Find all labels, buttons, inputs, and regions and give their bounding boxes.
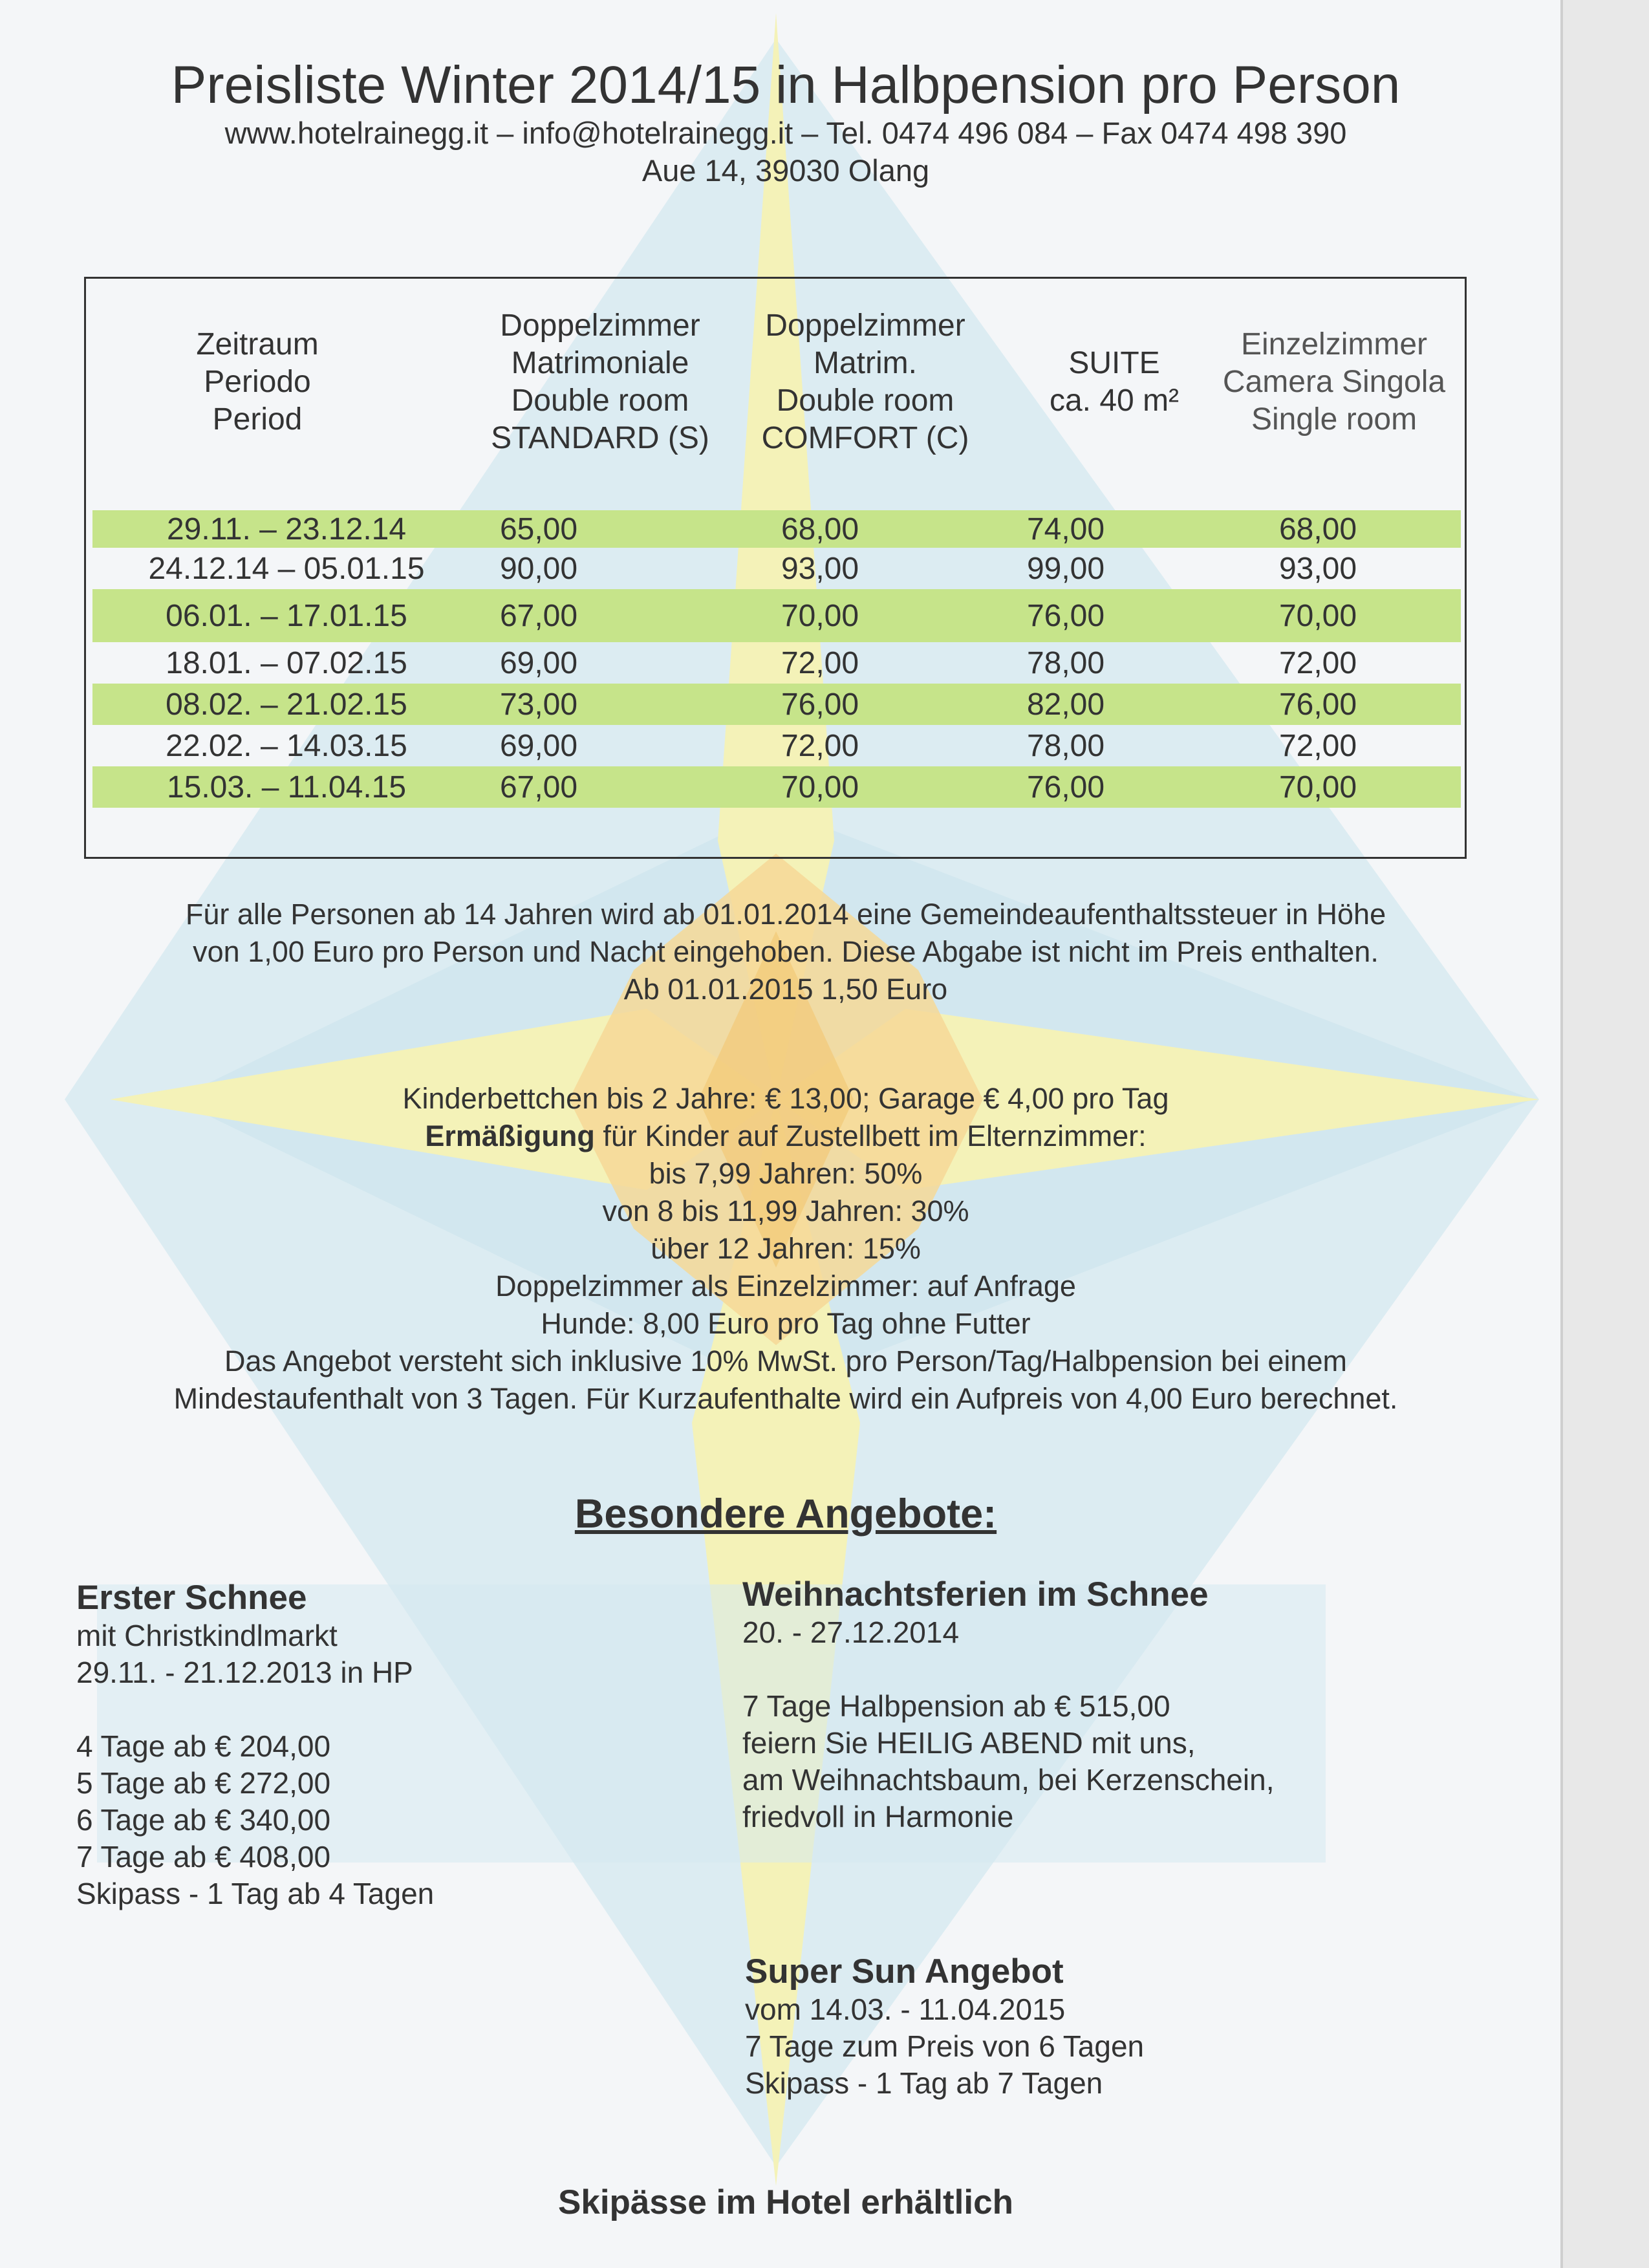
offer-line: 5 Tage ab € 272,00 (76, 1766, 331, 1800)
table-row (92, 589, 1461, 642)
table-row (92, 766, 1461, 808)
table-row (92, 725, 1461, 766)
offer-line: 7 Tage Halbpension ab € 515,00 (742, 1689, 1170, 1723)
cell-comfort: 70,00 (781, 770, 859, 805)
table-header (86, 308, 1465, 455)
cell-period: 24.12.14 – 05.01.15 (148, 551, 425, 586)
discount-line: Ermäßigung für Kinder auf Zustellbett im Elternzimmer: (425, 1119, 1147, 1152)
offer-lines (745, 1991, 1521, 2102)
offers-heading: Besondere Angebote: (574, 1491, 997, 1537)
offer-line: Skipass - 1 Tag ab 7 Tagen (745, 2066, 1103, 2100)
table-row (92, 684, 1461, 725)
extras-line: bis 7,99 Jahren: 50% (649, 1157, 923, 1190)
cell-suite: 78,00 (1026, 728, 1105, 763)
offer-erster-schnee (76, 1578, 723, 1912)
cell-standard: 65,00 (499, 512, 578, 546)
offer-title: Weihnachtsferien im Schnee (742, 1575, 1209, 1614)
cell-suite: 99,00 (1026, 551, 1105, 586)
offer-title: Super Sun Angebot (745, 1952, 1064, 1991)
offer-super-sun (745, 1952, 1521, 2102)
extras-line: Kinderbettchen bis 2 Jahre: € 13,00; Garage € 4,00 pro Tag (402, 1082, 1169, 1115)
cell-standard: 73,00 (499, 687, 578, 722)
offer-line (76, 1691, 723, 1728)
offer-line: vom 14.03. - 11.04.2015 (745, 1993, 1066, 2026)
cell-suite: 82,00 (1026, 687, 1105, 722)
header-comfort: Doppelzimmer Matrim. Double room COMFORT (C) (761, 308, 969, 455)
table-row (92, 510, 1461, 548)
extras-line: von 8 bis 11,99 Jahren: 30% (602, 1194, 969, 1227)
cell-standard: 69,00 (499, 728, 578, 763)
cell-single: 72,00 (1278, 728, 1357, 763)
offer-lines (742, 1614, 1518, 1835)
header-suite: SUITE ca. 40 m² (1049, 346, 1180, 418)
cell-single: 70,00 (1278, 598, 1357, 633)
offer-title: Erster Schnee (76, 1579, 307, 1617)
cell-standard: 67,00 (499, 770, 578, 805)
cell-standard: 67,00 (499, 598, 578, 633)
cell-single: 70,00 (1278, 770, 1357, 805)
contact-line: www.hotelrainegg.it – info@hotelrainegg.it – Tel. 0474 496 084 – Fax 0474 498 390 (224, 116, 1347, 150)
cell-comfort: 76,00 (781, 687, 859, 722)
cell-comfort: 93,00 (781, 551, 859, 586)
extras-line: Hunde: 8,00 Euro pro Tag ohne Futter (541, 1307, 1031, 1340)
cell-suite: 74,00 (1026, 512, 1105, 546)
tax-note: Für alle Personen ab 14 Jahren wird ab 01.01.2014 eine Gemeindeaufenthaltssteuer in Höhe von 1,00 Euro pro Person und Nacht eingehoben. Diese Abgabe ist nicht im Preis enthalten. Ab 01.01.2015 1,50 Euro (185, 898, 1386, 1006)
offer-line: Skipass - 1 Tag ab 4 Tagen (76, 1877, 435, 1910)
header-single: Einzelzimmer Camera Singola Single room (1222, 327, 1446, 437)
header-standard: Doppelzimmer Matrimoniale Double room STANDARD (S) (491, 308, 709, 455)
extras-line: Mindestaufenthalt von 3 Tagen. Für Kurzaufenthalte wird ein Aufpreis von 4,00 Euro berechnet. (173, 1382, 1398, 1415)
offer-line: 7 Tage zum Preis von 6 Tagen (745, 2029, 1145, 2063)
cell-single: 68,00 (1278, 512, 1357, 546)
offer-lines (76, 1617, 723, 1912)
cell-comfort: 68,00 (781, 512, 859, 546)
price-table (84, 277, 1467, 859)
cell-comfort: 72,00 (781, 645, 859, 680)
cell-standard: 69,00 (499, 645, 578, 680)
cell-standard: 90,00 (499, 551, 578, 586)
cell-period: 15.03. – 11.04.15 (166, 770, 407, 805)
offer-weihnachtsferien (742, 1575, 1518, 1835)
table-row (92, 642, 1461, 684)
cell-comfort: 72,00 (781, 728, 859, 763)
header-period: Zeitraum Periodo Period (196, 327, 319, 437)
cell-suite: 78,00 (1026, 645, 1105, 680)
offer-line: mit Christkindlmarkt (76, 1619, 338, 1652)
offer-line: 20. - 27.12.2014 (742, 1615, 960, 1649)
footer-note: Skipässe im Hotel erhältlich (558, 2183, 1013, 2221)
cell-single: 93,00 (1278, 551, 1357, 586)
offer-line: 4 Tage ab € 204,00 (76, 1729, 331, 1763)
cell-single: 76,00 (1278, 687, 1357, 722)
offer-line: 6 Tage ab € 340,00 (76, 1803, 331, 1837)
cell-single: 72,00 (1278, 645, 1357, 680)
extras-line: Das Angebot versteht sich inklusive 10% MwSt. pro Person/Tag/Halbpension bei einem (224, 1345, 1347, 1377)
cell-period: 18.01. – 07.02.15 (166, 645, 407, 680)
offer-line: am Weihnachtsbaum, bei Kerzenschein, (742, 1763, 1275, 1797)
table-body (92, 510, 1461, 808)
cell-period: 08.02. – 21.02.15 (166, 687, 407, 722)
cell-period: 29.11. – 23.12.14 (166, 512, 407, 546)
offer-line: feiern Sie HEILIG ABEND mit uns, (742, 1726, 1196, 1760)
page-title: Preisliste Winter 2014/15 in Halbpension pro Person (171, 56, 1401, 114)
address-line: Aue 14, 39030 Olang (641, 153, 930, 188)
extras-section (0, 1080, 1571, 1418)
extras-line: über 12 Jahren: 15% (651, 1232, 921, 1265)
cell-comfort: 70,00 (781, 598, 859, 633)
cell-suite: 76,00 (1026, 598, 1105, 633)
offer-line (742, 1651, 1518, 1688)
offer-line: 29.11. - 21.12.2013 in HP (76, 1656, 413, 1689)
offer-line: 7 Tage ab € 408,00 (76, 1840, 331, 1874)
extras-line: Doppelzimmer als Einzelzimmer: auf Anfrage (495, 1269, 1076, 1302)
cell-period: 22.02. – 14.03.15 (166, 728, 407, 763)
table-row (92, 548, 1461, 589)
offer-line: friedvoll in Harmonie (742, 1800, 1014, 1833)
cell-suite: 76,00 (1026, 770, 1105, 805)
cell-period: 06.01. – 17.01.15 (166, 598, 407, 633)
